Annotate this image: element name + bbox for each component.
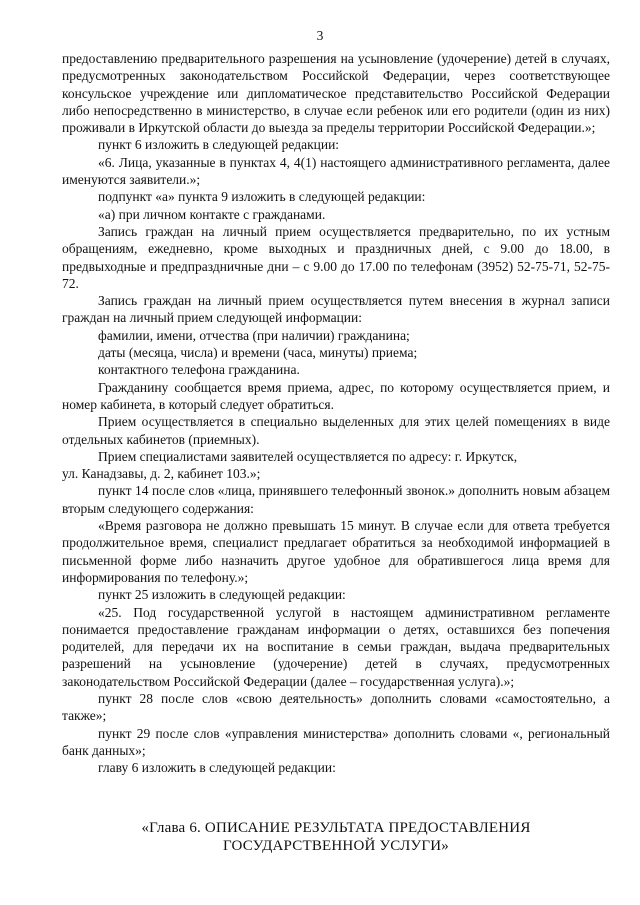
paragraph: Прием специалистами заявителей осуществляется по адресу: г. Иркутск, [98,448,518,464]
page-number: 3 [316,28,324,43]
chapter-heading [62,820,610,855]
paragraph: пункт 14 после слов «лица, принявшего телефонный звонок.» дополнить новым абзацем вторым следующего содержания: [62,483,610,516]
paragraph: Прием осуществляется в специально выделенных для этих целей помещениях в виде отдельных кабинетов (приемных). [62,414,610,447]
paragraph: контактного телефона гражданина. [98,362,300,378]
chapter-heading-line-2: ГОСУДАРСТВЕННОЙ УСЛУГИ» [223,837,449,854]
paragraph: Гражданину сообщается время приема, адрес, по которому осуществляется прием, и номер кабинета, в который следует обратиться. [62,379,610,412]
document-body [62,50,610,776]
paragraph: Запись граждан на личный прием осуществляется предварительно, по их устным обращениям, ежедневно, кроме выходных и праздничных дней, с 9.00 до 18.00, в предвыходные и предпраздничные дни – с 9.00 до 17.00 по телефонам (3952) 52-75-71, 52-75-72. [62,223,610,291]
paragraph: ул. Канадзавы, д. 2, кабинет 103.»; [62,466,261,482]
paragraph: фамилии, имени, отчества (при наличии) гражданина; [98,327,410,343]
paragraph: пункт 28 после слов «свою деятельность» дополнить словами «самостоятельно, а также»; [62,690,610,724]
paragraph: «а) при личном контакте с гражданами. [98,206,326,222]
paragraph: главу 6 изложить в следующей редакции: [98,760,336,776]
paragraph: пункт 29 после слов «управления министерства» дополнить словами «, региональный банк данных»; [62,725,610,758]
paragraph: «6. Лица, указанные в пунктах 4, 4(1) настоящего административного регламента, далее именуются заявители.»; [62,154,610,188]
paragraph: Запись граждан на личный прием осуществляется путем внесения в журнал записи граждан на личный прием следующей информации: [62,293,610,326]
paragraph: даты (месяца, числа) и времени (часа, минуты) приема; [98,345,418,361]
paragraph: предоставлению предварительного разрешения на усыновление (удочерение) детей в случаях, предусмотренных законодательством Российской Федерации, через соответствующее консульское учреждение или дипломатическое представительство Российской Федерации либо непосредственно в министерство, в случае если ребенок или его родители (один из них) проживали в Иркутской области до выезда за пределы территории Российской Федерации.»; [62,51,610,136]
chapter-heading-line-1: «Глава 6. ОПИСАНИЕ РЕЗУЛЬТАТА ПРЕДОСТАВЛЕНИЯ [141,820,531,836]
paragraph: «Время разговора не должно превышать 15 минут. В случае если для ответа требуется продолжительное время, специалист предлагает обратиться за необходимой информацией в письменной форме либо назначить другое удобное для обратившегося лица время для информирования по телефону.»; [62,518,610,585]
paragraph: пункт 25 изложить в следующей редакции: [98,587,346,603]
paragraph: подпункт «а» пункта 9 изложить в следующей редакции: [98,189,426,205]
paragraph: пункт 6 изложить в следующей редакции: [98,137,340,153]
paragraph: «25. Под государственной услугой в настоящем административном регламенте понимается предоставление гражданам информации о детях, оставшихся без попечения родителей, для передачи их на воспитание в семьи граждан, выдача предварительных разрешений на усыновление (удочерение) детей в случаях, предусмотренных законодательством Российской Федерации (далее – государственная услуга).»; [62,604,610,689]
